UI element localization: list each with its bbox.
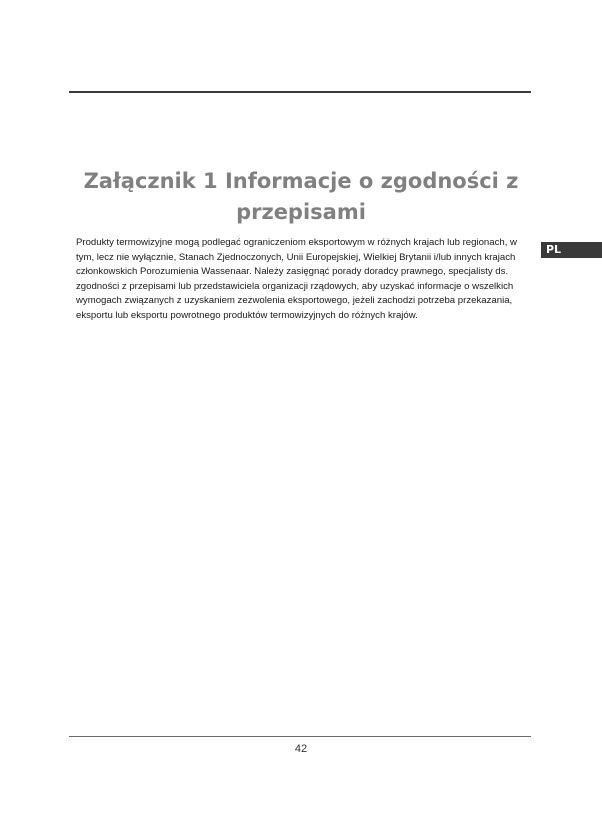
footer-rule — [69, 736, 531, 737]
compliance-paragraph: Produkty termowizyjne mogą podlegać ograniczeniom eksportowym w różnych krajach lub regionach, w tym, lecz nie wyłącznie, Stanach Zjednoczonych, Unii Europejskiej, Wielkiej Brytanii i/lub innych krajach członkowskich Porozumienia Wassenaar. Należy zasięgnąć porady doradcy prawnego, specjalisty ds. zgodności z przepisami lub przedstawiciela organizacji rządowych, aby uzyskać informacje o wszelkich wymogach związanych z uzyskaniem zezwolenia eksportowego, jeżeli zachodzi potrzeba przekazania, eksportu lub eksportu powrotnego produktów termowizyjnych do różnych krajów. — [76, 237, 517, 321]
header-rule — [69, 91, 531, 93]
page-number: 42 — [294, 743, 308, 755]
language-tab: PL — [541, 242, 602, 258]
appendix-title: Załącznik 1 Informacje o zgodności z przepisami — [83, 169, 519, 224]
